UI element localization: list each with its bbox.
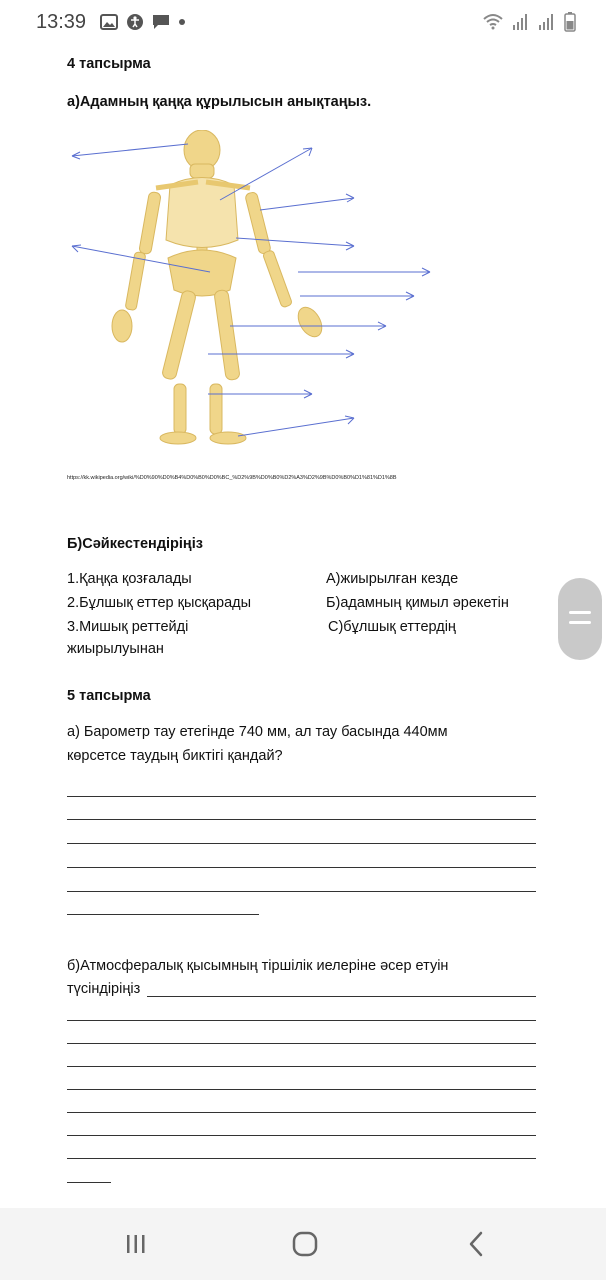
right-tibia	[210, 384, 222, 434]
answer-line	[67, 867, 536, 868]
left-forearm	[125, 252, 146, 311]
back-icon	[467, 1231, 485, 1257]
message-icon	[152, 14, 170, 30]
accessibility-icon	[126, 13, 144, 31]
right-hand	[293, 303, 326, 341]
task5-question-a-line2: көрсетсе таудың биктігі қандай?	[67, 748, 283, 764]
answer-line	[67, 1089, 536, 1090]
task5-question-a-line1: а) Барометр тау етегінде 740 мм, ал тау басында 440мм	[67, 724, 448, 740]
answer-line	[67, 1020, 536, 1021]
answer-line	[67, 819, 536, 820]
image-source-url[interactable]: https://kk.wikipedia.org/wiki/%D0%90%D0%B4%D0%B0%D0%BC_%D2%9B%D0%B0%D2%A3%D2%9B%D0%B0%D1%81%D1%8B	[67, 475, 397, 481]
home-icon	[292, 1231, 318, 1257]
left-humerus	[139, 191, 162, 254]
right-foot	[210, 432, 246, 444]
status-bar	[0, 0, 606, 46]
recents-icon	[124, 1233, 148, 1255]
right-femur	[214, 289, 240, 380]
match-left-3: 3.Мишық реттейді	[67, 619, 189, 635]
task5-question-b-line2: түсіндіріңіз	[67, 981, 141, 997]
match-right-c: С)бұлшық еттердің	[328, 619, 456, 635]
match-left-1: 1.Қаңқа қозғалады	[67, 571, 192, 587]
answer-line	[67, 843, 536, 844]
left-hand	[112, 310, 132, 342]
right-humerus	[245, 191, 272, 254]
home-button[interactable]	[283, 1226, 327, 1262]
task5-title: 5 тапсырма	[67, 688, 151, 704]
match-left-2: 2.Бұлшық еттер қысқарады	[67, 595, 252, 611]
answer-line	[67, 1135, 536, 1136]
left-foot	[160, 432, 196, 444]
task4-title: 4 тапсырма	[67, 56, 151, 72]
image-icon	[100, 14, 118, 30]
pelvis	[168, 250, 236, 296]
signal-icon	[512, 13, 530, 31]
left-tibia	[174, 384, 186, 434]
answer-line	[67, 1043, 536, 1044]
jaw	[190, 164, 214, 178]
answer-line	[67, 1182, 111, 1183]
left-femur	[161, 290, 196, 381]
document-page[interactable]	[0, 46, 606, 1208]
ribcage	[166, 178, 238, 248]
answer-line	[67, 1112, 536, 1113]
dot-icon	[178, 18, 186, 26]
match-right-b: Б)адамның қимыл әрекетін	[326, 595, 509, 611]
answer-line	[67, 891, 536, 892]
skeleton-image	[60, 130, 450, 450]
task4-part-b: Б)Сәйкестендіріңіз	[67, 536, 203, 552]
task5-question-b-line1: б)Атмосфералық қысымның тіршілік иелеріне әсер етуін	[67, 958, 449, 974]
match-left-3-cont: жиырылуынан	[67, 641, 164, 657]
answer-line	[67, 1066, 536, 1067]
fast-scroll-handle[interactable]	[558, 578, 602, 660]
answer-line	[67, 1158, 536, 1159]
match-right-a: А)жиырылған кезде	[326, 571, 459, 587]
answer-line	[67, 796, 536, 797]
navigation-bar	[0, 1208, 606, 1280]
signal-icon	[538, 13, 556, 31]
answer-line	[67, 914, 259, 915]
back-button[interactable]	[454, 1226, 498, 1262]
status-time: 13:39	[36, 11, 87, 33]
recents-button[interactable]	[114, 1226, 158, 1262]
wifi-icon	[482, 13, 504, 31]
task4-part-a: а)Адамның қаңқа құрылысын анықтаңыз.	[67, 94, 372, 110]
answer-line	[147, 996, 536, 997]
right-forearm	[262, 250, 292, 308]
battery-icon	[564, 12, 576, 32]
